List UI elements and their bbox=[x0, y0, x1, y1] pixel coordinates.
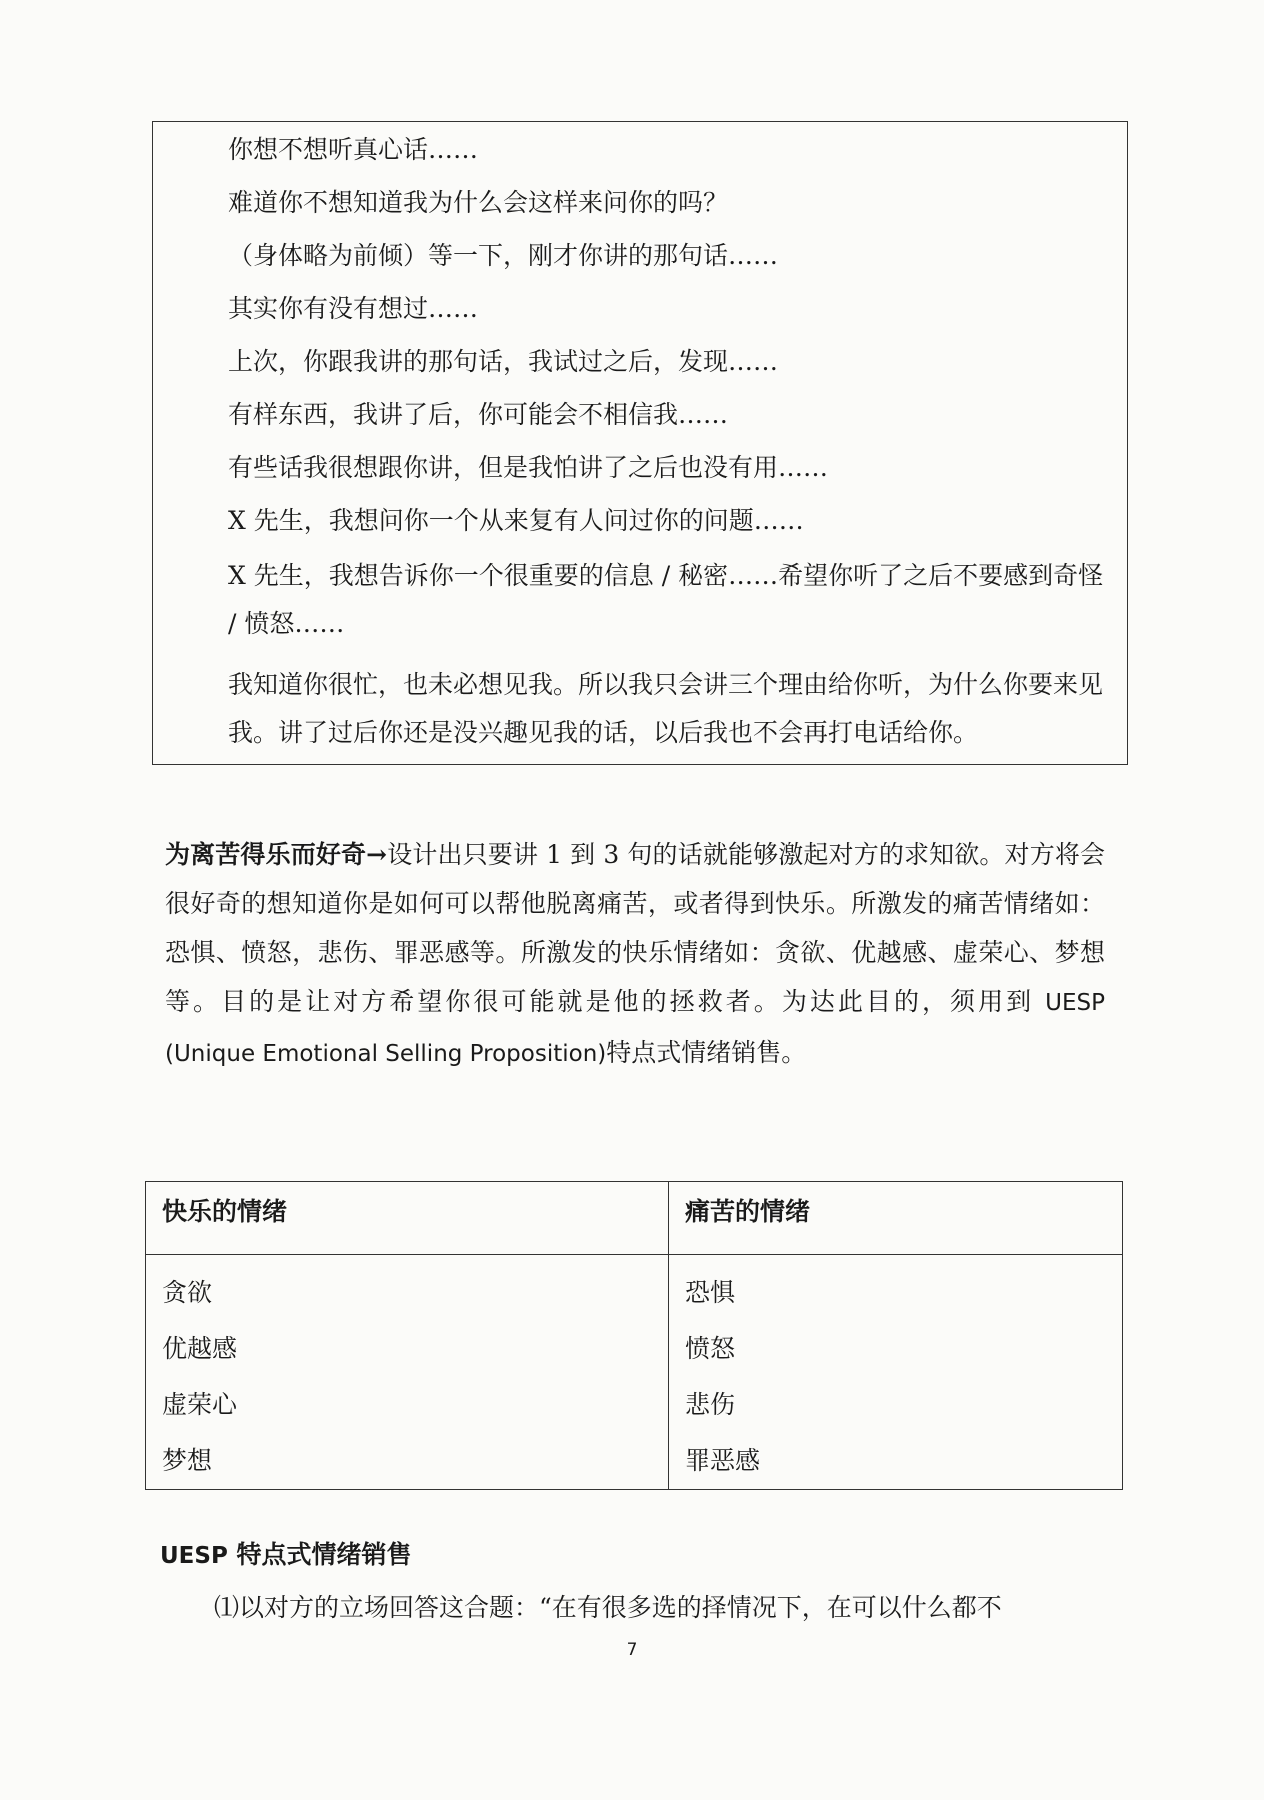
opening-line: 你想不想听真心话…… bbox=[228, 135, 479, 164]
list-item: 贪欲 bbox=[162, 1278, 213, 1307]
curiosity-paragraph bbox=[165, 830, 1105, 1079]
section-heading-text: 特点式情绪销售 bbox=[227, 1540, 412, 1569]
section-first-line: ⑴以对方的立场回答这合题：“在有很多选的择情况下，在可以什么都不 bbox=[214, 1593, 1002, 1622]
paragraph-uesp-term: UESP (Unique Emotional Selling Proposition) bbox=[165, 990, 1105, 1067]
section-heading-term: UESP bbox=[160, 1543, 228, 1569]
opening-line-wrapped bbox=[168, 661, 1113, 757]
paragraph-text: 特点式情绪销售。 bbox=[606, 1038, 807, 1067]
list-item: 恐惧 bbox=[685, 1278, 736, 1307]
emotions-table bbox=[145, 1181, 1123, 1490]
opening-line: 有些话我很想跟你讲，但是我怕讲了之后也没有用…… bbox=[228, 453, 829, 482]
list-item: 罪恶感 bbox=[685, 1446, 761, 1475]
happy-emotions-cell bbox=[146, 1255, 669, 1490]
opening-line: 难道你不想知道我为什么会这样来问你的吗？ bbox=[228, 188, 729, 217]
opening-line: 有样东西，我讲了后，你可能会不相信我…… bbox=[228, 400, 729, 429]
table-header-happy: 快乐的情绪 bbox=[146, 1182, 669, 1255]
paragraph-text: 设计出只要讲 1 到 3 句的话就能够激起对方的求知欲。对方将会很好奇的想知道你是如何可以帮他脱离痛苦，或者得到快乐。所激发的痛苦情绪如：恐惧、愤怒，悲伤、罪恶感等。所激发的快乐情绪如：贪欲、优越感、虚荣心、梦想等。目的是让对方希望你很可能就是他的拯救者。为达此目的，须用到 bbox=[165, 840, 1105, 1016]
opening-line: 上次，你跟我讲的那句话，我试过之后，发现…… bbox=[228, 347, 779, 376]
list-item: 愤怒 bbox=[685, 1334, 736, 1363]
opening-line: 我知道你很忙，也未必想见我。所以我只会讲三个理由给你听，为什么你要来见我。讲了过后你还是没兴趣见我的话，以后我也不会再打电话给你。 bbox=[228, 670, 1104, 747]
painful-emotions-cell bbox=[669, 1255, 1123, 1490]
list-item: 梦想 bbox=[162, 1446, 213, 1475]
page-number: 7 bbox=[626, 1640, 638, 1660]
section-heading bbox=[160, 1540, 412, 1571]
table-header-painful: 痛苦的情绪 bbox=[669, 1182, 1123, 1255]
opening-line: （身体略为前倾）等一下，刚才你讲的那句话…… bbox=[228, 241, 779, 270]
opening-line: X 先生，我想问你一个从来复有人问过你的问题…… bbox=[228, 506, 804, 535]
list-item: 虚荣心 bbox=[162, 1390, 238, 1419]
paragraph-lead: 为离苦得乐而好奇→ bbox=[165, 840, 388, 869]
list-item: 悲伤 bbox=[685, 1390, 736, 1419]
opening-line-wrapped bbox=[168, 552, 1113, 648]
opening-lines-box bbox=[152, 121, 1128, 765]
list-item: 优越感 bbox=[162, 1334, 238, 1363]
opening-line: 其实你有没有想过…… bbox=[228, 294, 479, 323]
opening-line: X 先生，我想告诉你一个很重要的信息 / 秘密……希望你听了之后不要感到奇怪 / 愤怒…… bbox=[228, 561, 1104, 638]
